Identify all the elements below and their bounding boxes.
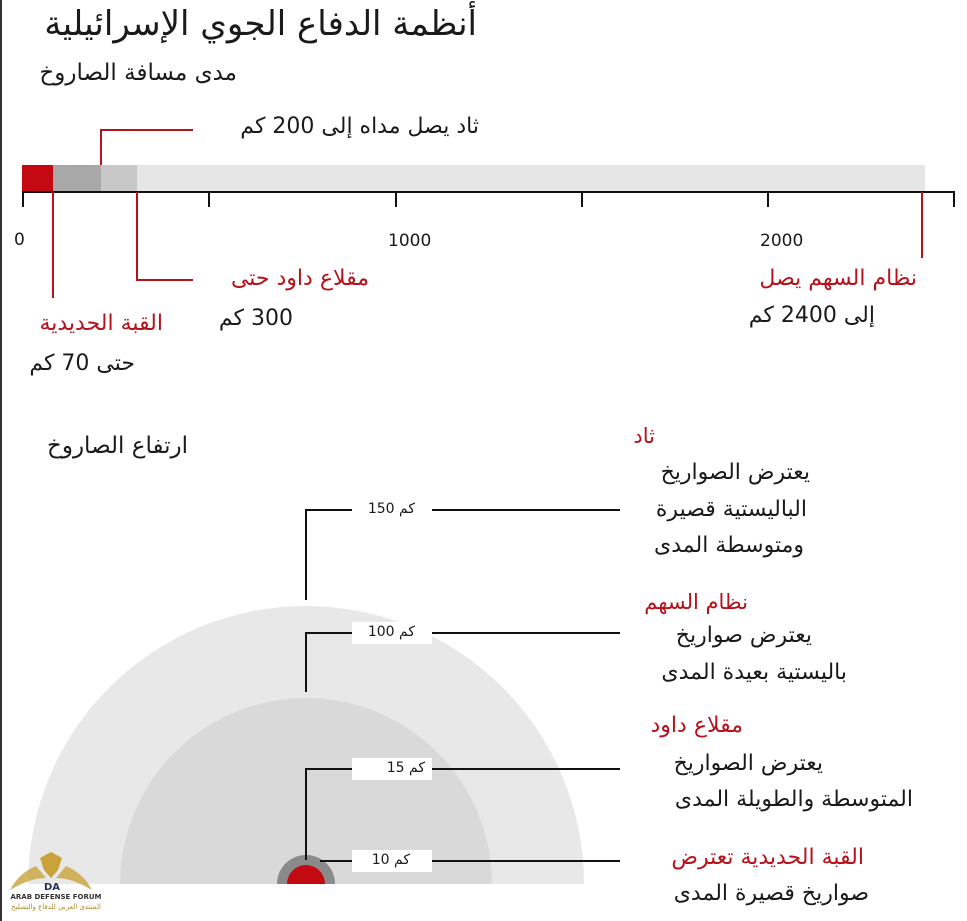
arrow-desc-1: يعترض صواريخ [675, 623, 812, 648]
thaad-desc-2: الباليستية قصيرة [655, 497, 807, 522]
thaad-desc-3: ومتوسطة المدى [654, 533, 804, 558]
david-range-name: مقلاع داود حتى [230, 266, 369, 291]
david-leader [137, 192, 193, 280]
altitude-value-thaad: 150 كم [367, 501, 415, 517]
altitude-value-iron-dome: 10 كم [371, 852, 410, 868]
iron-dome-range-name: القبة الحديدية [39, 311, 163, 336]
range-section-title: مدى مسافة الصاروخ [39, 60, 237, 86]
axis-tick-1000: 1000 [388, 231, 432, 251]
range-bar-iron-dome [22, 165, 53, 192]
logo-initials: DA [44, 882, 61, 893]
altitude-section-title: ارتفاع الصاروخ [47, 433, 188, 459]
thaad-leader [101, 130, 193, 165]
david-range-value: 300 كم [218, 306, 293, 331]
axis-ticks [23, 192, 954, 207]
thaad-range-label: ثاد يصل مداه إلى 200 كم [240, 114, 479, 139]
eagle-icon [6, 848, 96, 894]
altitude-value-arrow: 100 كم [367, 624, 415, 640]
arrow-range-value: إلى 2400 كم [748, 303, 875, 328]
thaad-name: ثاد [633, 424, 655, 448]
arrow-range-name: نظام السهم يصل [759, 266, 917, 291]
iron-dome-name: القبة الحديدية تعترض [671, 845, 864, 870]
arrow-name: نظام السهم [644, 590, 748, 614]
logo-english-text: ARAB DEFENSE FORUM [10, 893, 102, 901]
axis-tick-2000: 2000 [760, 231, 804, 251]
altitude-value-david: 15 كم [386, 760, 425, 776]
forum-logo [6, 848, 102, 918]
page-title: أنظمة الدفاع الجوي الإسرائيلية [44, 4, 477, 44]
iron-dome-desc-1: صواريخ قصيرة المدى [673, 881, 869, 906]
thaad-desc-1: يعترض الصواريخ [660, 460, 810, 485]
iron-dome-range-value: حتى 70 كم [29, 351, 135, 376]
logo-arabic-text: المنتدى العربي للدفاع والتسليح [11, 903, 101, 911]
arrow-desc-2: باليستية بعيدة المدى [661, 660, 847, 685]
axis-tick-0: 0 [14, 230, 25, 250]
range-bar-background [22, 165, 925, 192]
david-desc-1: يعترض الصواريخ [673, 751, 823, 776]
david-name: مقلاع داود [650, 713, 743, 738]
david-desc-2: المتوسطة والطويلة المدى [674, 787, 913, 812]
